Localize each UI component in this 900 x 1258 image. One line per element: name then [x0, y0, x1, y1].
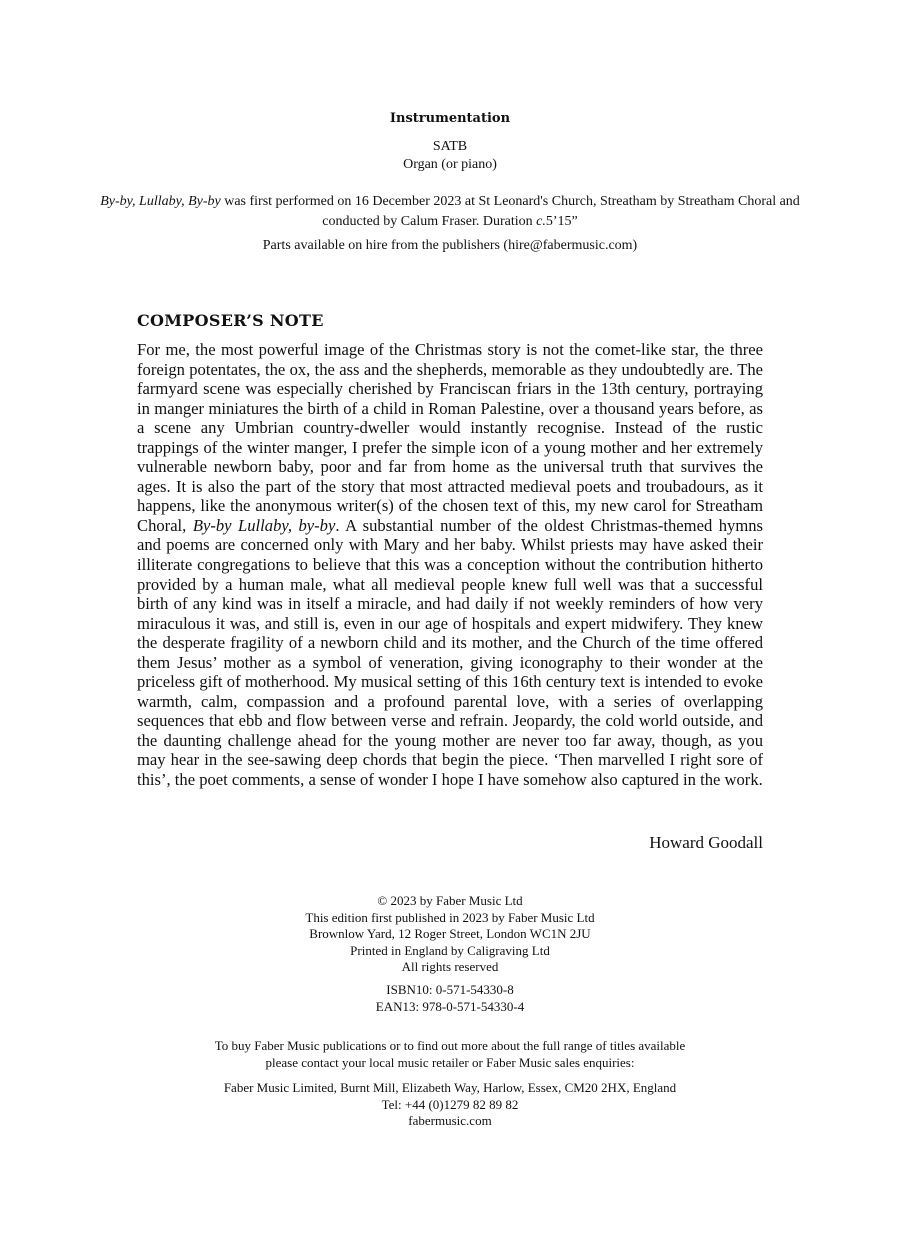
composers-note-body: [137, 340, 763, 790]
sales-info: [0, 1038, 900, 1071]
sales-contact: [0, 1080, 900, 1130]
printer-line: Printed in England by Caligraving Ltd: [350, 942, 550, 958]
isbn-block: [0, 982, 900, 1015]
copyright-line: © 2023 by Faber Music Ltd: [377, 893, 523, 908]
work-title: By-by, Lullaby, By-by: [100, 194, 221, 209]
parts-hire-note: Parts available on hire from the publishers (hire@fabermusic.com): [262, 238, 638, 253]
isbn10: ISBN10: 0-571-54330-8: [386, 982, 514, 997]
rights-line: All rights reserved: [401, 959, 499, 974]
colophon: [0, 893, 900, 976]
note-text-part-2: . A substantial number of the oldest Christmas-themed hymns and poems are concerned only with Mary and her baby. Whilst priests may have asked their illiterate congregations to believe that this was a conception without the contribution hitherto provided by a human male, what all medieval people knew full well was that a successful birth of any kind was in itself a miracle, and had daily if not weekly reminders of how very miraculous it was, and still is, even in our age of hospitals and expert midwifery. They knew the desperate fragility of a newborn child and its mother, and the Church of the time offered them Jesus’ mother as a symbol of veneration, giving iconography to their wonder at the priceless gift of motherhood. My musical setting of this 16th century text is intended to evoke warmth, calm, compassion and a profound parental love, with a series of overlapping sequences that ebb and flow between verse and refrain. Jeopardy, the cold world outside, and the daunting challenge ahead for the young mother are never too far away, though, as you may hear in the see-sawing deep chords that begin the piece. ‘Then marvelled I right sore of this’, the poet comments, a sense of wonder I hope I have somehow also captured in the work.: [137, 515, 763, 790]
composers-note-heading: COMPOSER’S NOTE: [137, 311, 324, 330]
duration: 5’15”: [545, 214, 578, 229]
ean13: EAN13: 978-0-571-54330-4: [375, 998, 525, 1014]
note-work-title: By-by Lullaby, by-by: [192, 515, 336, 535]
sales-address: Faber Music Limited, Burnt Mill, Elizabeth Way, Harlow, Essex, CM20 2HX, England: [223, 1080, 677, 1095]
instrumentation-heading: Instrumentation: [389, 111, 511, 126]
premiere-text: was first performed on 16 December 2023 at St Leonard's Church, Streatham by Streatham Choral and conducted by Calum Fraser. Duration: [220, 194, 800, 229]
sales-line-2: please contact your local music retailer or Faber Music sales enquiries:: [265, 1054, 635, 1070]
instrumentation-accompaniment: Organ (or piano): [403, 157, 497, 172]
edition-line: This edition first published in 2023 by Faber Music Ltd: [305, 909, 595, 925]
instrumentation-voices: SATB: [432, 139, 468, 154]
circa-mark: c.: [536, 214, 546, 229]
sales-website: fabermusic.com: [408, 1113, 492, 1128]
sales-line-1: To buy Faber Music publications or to find out more about the full range of titles available: [214, 1038, 686, 1053]
premiere-info: [100, 192, 800, 232]
note-text-part-1: For me, the most powerful image of the Christmas story is not the comet-like star, the three foreign potentates, the ox, the ass and the shepherds, memorable as they undoubtedly are. The farmyard scene was especially cherished by Franciscan friars in the 13th century, portraying in manger miniatures the birth of a child in Roman Palestine, over a thousand years before, as a scene any Umbrian country-dweller would instantly recognise. Instead of the rustic trappings of the winter manger, I prefer the simple icon of a young mother and her extremely vulnerable newborn baby, poor and far from home as the universal truth that survives the ages. It is also the part of the story that most attracted medieval poets and troubadours, as it happens, like the anonymous writer(s) of the chosen text of this, my new carol for Streatham Choral,: [137, 340, 763, 535]
composer-signature: Howard Goodall: [649, 833, 763, 852]
publisher-address: Brownlow Yard, 12 Roger Street, London WC1N 2JU: [309, 926, 591, 941]
sales-phone: Tel: +44 (0)1279 82 89 82: [381, 1096, 519, 1112]
